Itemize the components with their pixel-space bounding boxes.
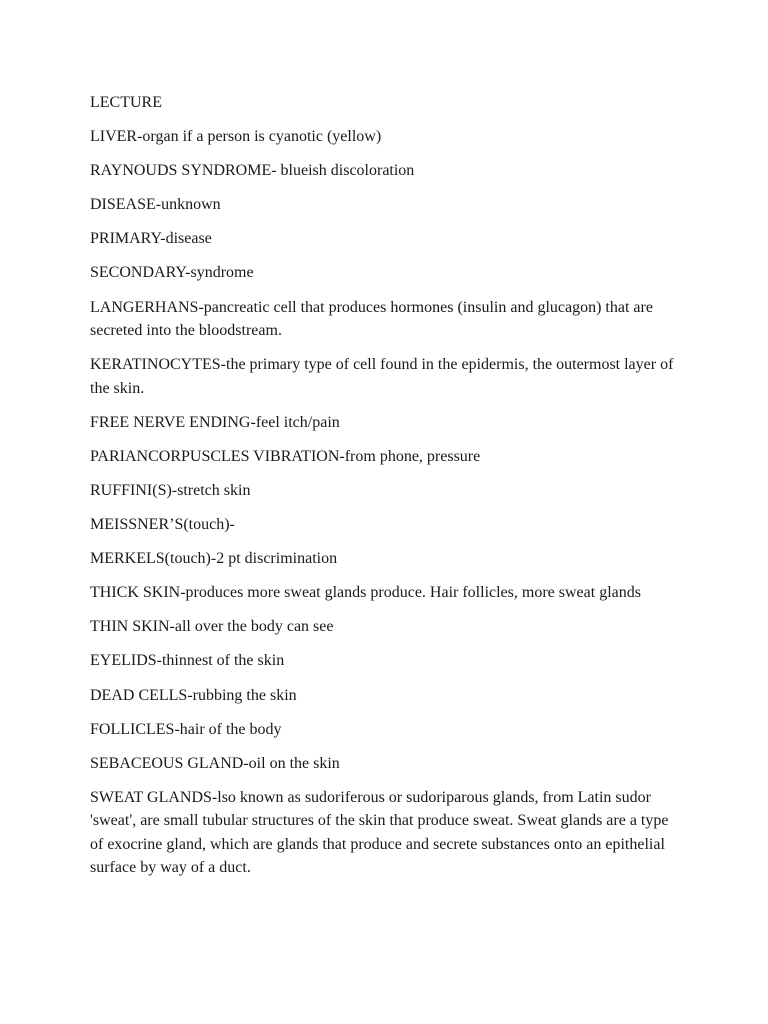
note-merkels: MERKELS(touch)-2 pt discrimination: [90, 550, 338, 568]
note-sweat-glands: SWEAT GLANDS-lso known as sudoriferous or sudoriparous glands, from Latin sudor 'sweat', are small tubular structures of the skin that produce sweat. Sweat glands are a type of exocrine gland, which are glands that produce and secrete substances onto an epithelial surface by way of a duct.: [90, 788, 669, 877]
note-free-nerve-ending: FREE NERVE ENDING-feel itch/pain: [90, 413, 340, 431]
note-keratinocytes: KERATINOCYTES-the primary type of cell found in the epidermis, the outermost layer of the skin.: [90, 356, 674, 397]
document-body: [90, 91, 680, 890]
note-thin-skin: THIN SKIN-all over the body can see: [90, 618, 334, 636]
note-follicles: FOLLICLES-hair of the body: [90, 720, 282, 738]
heading-lecture: LECTURE: [90, 94, 162, 111]
note-raynouds-syndrome: RAYNOUDS SYNDROME- blueish discoloration: [90, 162, 415, 180]
note-meissner: MEISSNER’S(touch)-: [90, 516, 235, 534]
note-thick-skin: THICK SKIN-produces more sweat glands produce. Hair follicles, more sweat glands: [90, 584, 641, 602]
note-langerhans: LANGERHANS-pancreatic cell that produces hormones (insulin and glucagon) that are secreted into the bloodstream.: [90, 298, 653, 340]
note-ruffini: RUFFINI(S)-stretch skin: [90, 481, 251, 499]
note-secondary: SECONDARY-syndrome: [90, 264, 254, 282]
note-liver: LIVER-organ if a person is cyanotic (yellow): [90, 128, 382, 146]
note-eyelids: EYELIDS-thinnest of the skin: [90, 652, 285, 670]
note-disease: DISEASE-unknown: [90, 196, 221, 214]
note-dead-cells: DEAD CELLS-rubbing the skin: [90, 686, 297, 704]
note-pariancorpuscles: PARIANCORPUSCLES VIBRATION-from phone, pressure: [90, 447, 481, 465]
note-sebaceous-gland: SEBACEOUS GLAND-oil on the skin: [90, 754, 340, 772]
note-primary: PRIMARY-disease: [90, 230, 212, 248]
